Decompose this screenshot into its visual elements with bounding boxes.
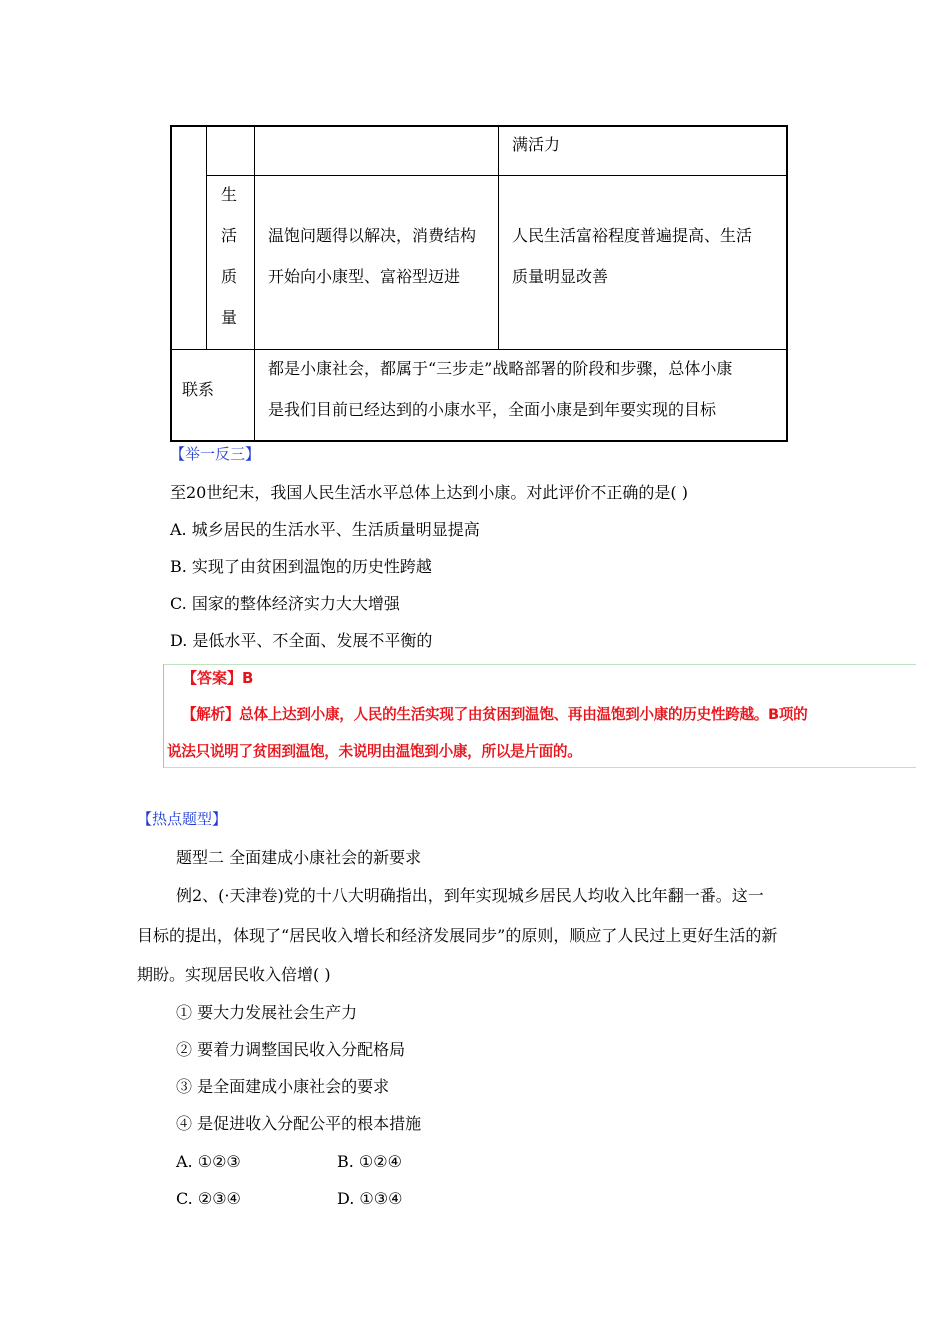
- table-row-label: 联系: [182, 380, 215, 399]
- example-text: 例2、(·天津卷)党的十八大明确指出，到年实现城乡居民人均收入比年翻一番。这一: [176, 886, 764, 905]
- table-cell: 满活力: [512, 135, 561, 154]
- table-cell: 质量明显改善: [512, 267, 609, 286]
- table-cell: 人民生活富裕程度普遍提高、生活: [512, 226, 753, 245]
- statement: ② 要着力调整国民收入分配格局: [176, 1040, 406, 1059]
- question-type-title: 题型二 全面建成小康社会的新要求: [176, 848, 422, 867]
- option-a: A. 城乡居民的生活水平、生活质量明显提高: [170, 520, 480, 539]
- table-row-label: 生: [220, 185, 237, 204]
- question-text: 至20世纪末，我国人民生活水平总体上达到小康。对此评价不正确的是( ): [170, 483, 688, 502]
- statement: ④ 是促进收入分配公平的根本措施: [176, 1114, 422, 1133]
- section-heading: 【举一反三】: [170, 445, 261, 463]
- analysis-text: 说法只说明了贫困到温饱，未说明由温饱到小康，所以是片面的。: [167, 743, 582, 760]
- table-cell: 都是小康社会，都属于“三步走”战略部署的阶段和步骤，总体小康: [268, 359, 733, 378]
- answer-text: 【答案】B: [182, 669, 254, 687]
- table-cell: 温饱问题得以解决，消费结构: [268, 226, 477, 245]
- example-text: 目标的提出，体现了“居民收入增长和经济发展同步”的原则，顺应了人民过上更好生活的新: [137, 926, 778, 945]
- table-row-label: 活: [220, 226, 237, 245]
- choice-c: C. ②③④: [176, 1189, 241, 1208]
- table-row-label: 量: [220, 308, 237, 327]
- table-cell: 开始向小康型、富裕型迈进: [268, 267, 461, 286]
- choice-b: B. ①②④: [337, 1152, 402, 1171]
- statement: ① 要大力发展社会生产力: [176, 1003, 358, 1022]
- example-text: 期盼。实现居民收入倍增( ): [137, 965, 331, 984]
- option-c: C. 国家的整体经济实力大大增强: [170, 594, 400, 613]
- table-cell: 是我们目前已经达到的小康水平，全面小康是到年要实现的目标: [268, 400, 717, 419]
- analysis-text: 【解析】总体上达到小康，人民的生活实现了由贫困到温饱、再由温饱到小康的历史性跨越。B项的: [182, 706, 808, 723]
- choice-a: A. ①②③: [176, 1152, 241, 1171]
- option-b: B. 实现了由贫困到温饱的历史性跨越: [170, 557, 432, 576]
- table-row-label: 质: [220, 267, 237, 286]
- choice-d: D. ①③④: [337, 1189, 403, 1208]
- section-heading: 【热点题型】: [137, 810, 228, 828]
- statement: ③ 是全面建成小康社会的要求: [176, 1077, 390, 1096]
- option-d: D. 是低水平、不全面、发展不平衡的: [170, 631, 433, 650]
